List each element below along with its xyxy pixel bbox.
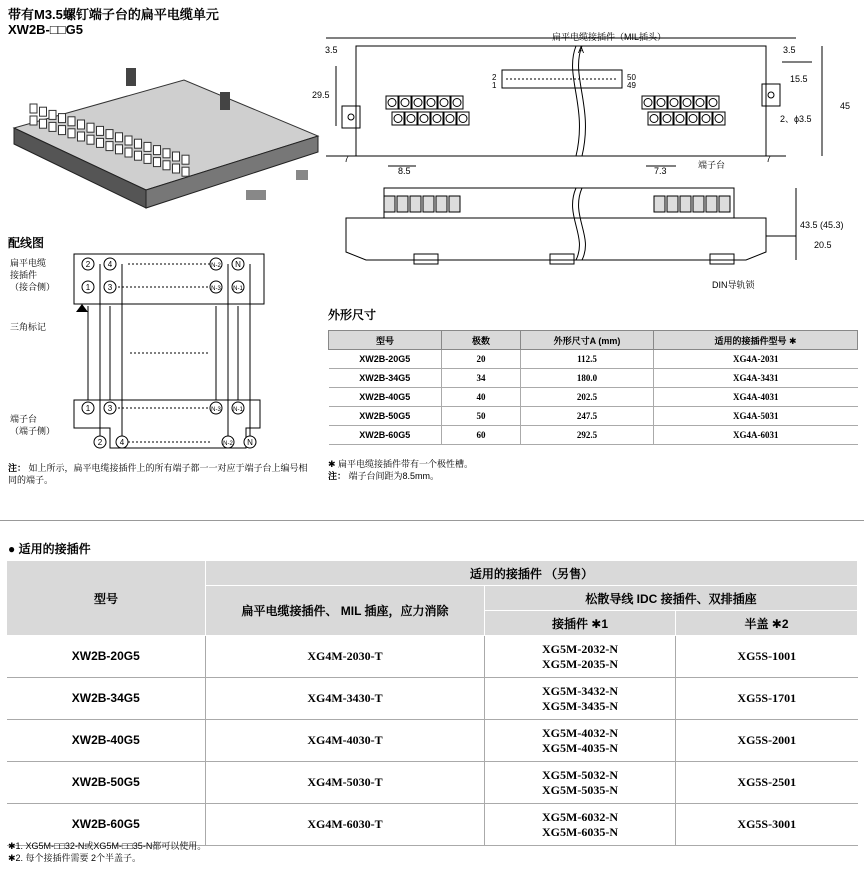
terminal-side	[449, 196, 460, 212]
cell: XG4A-3431	[654, 369, 858, 388]
terminal-screw	[125, 148, 132, 157]
terminal-screw	[116, 145, 123, 154]
pin-label: N-1	[233, 286, 243, 292]
terminal-screw	[125, 136, 132, 145]
dims-table	[328, 330, 858, 445]
pin-label: N	[235, 260, 241, 269]
head-cover: 半盖 ✱2	[676, 611, 858, 636]
cell-flat: XG4M-3430-T	[206, 678, 485, 720]
dim-7-right: 7	[766, 154, 772, 164]
product-illustration	[6, 40, 324, 220]
cell: XW2B-40G5	[329, 388, 442, 407]
col-dim-a: 外形尺寸A (mm)	[521, 331, 654, 350]
conn-title: ● 适用的接插件	[8, 542, 91, 556]
pin-label: 4	[119, 438, 125, 447]
col-model: 型号	[329, 331, 442, 350]
cell-flat: XG4M-4030-T	[206, 720, 485, 762]
conn-1: XG5M-4032-N	[542, 725, 618, 740]
terminal-screw	[97, 138, 104, 147]
cell: 202.5	[521, 388, 654, 407]
pin-1: 1	[492, 81, 497, 90]
dim-85: 8.5	[398, 166, 411, 176]
terminal-screw	[30, 116, 37, 125]
pin-label: 3	[107, 283, 113, 292]
cell: 112.5	[521, 350, 654, 369]
terminal-side	[706, 196, 717, 212]
cell: XG4A-4031	[654, 388, 858, 407]
terminal-screw	[163, 161, 170, 170]
dim-7-left: 7	[344, 154, 350, 164]
top-row1	[82, 258, 244, 270]
cell: 247.5	[521, 407, 654, 426]
head-flat: 扁平电缆接插件、 MIL 插座，应力消除	[206, 586, 485, 636]
label-din-lock: DIN导轨锁	[712, 280, 755, 290]
conn-1: XG5M-6032-N	[542, 809, 618, 824]
triangle-mark	[76, 304, 88, 312]
head-idc: 松散导线 IDC 接插件、双排插座	[485, 586, 858, 611]
terminal-screw	[87, 135, 94, 144]
col-connector: 适用的接插件型号 ✱	[654, 331, 858, 350]
table-row	[7, 762, 858, 804]
cell: 20	[442, 350, 521, 369]
conn-2: XG5M-4035-N	[542, 740, 618, 755]
cell: 60	[442, 426, 521, 445]
cell-conn	[485, 678, 676, 720]
note-text: 端子台间距为8.5mm。	[348, 471, 440, 481]
label-triangle: 三角标记	[10, 322, 47, 332]
label-block: 端子台	[10, 414, 38, 424]
table-row	[329, 407, 858, 426]
terminal-side	[410, 196, 421, 212]
cell-flat: XG4M-2030-T	[206, 636, 485, 678]
terminal-screw	[68, 117, 75, 126]
dim-435: 43.5 (45.3)	[800, 220, 844, 230]
terminal-screw	[68, 129, 75, 138]
cell-cover: XG5S-2501	[676, 762, 858, 804]
terminal-screw	[135, 139, 142, 148]
cell-conn	[485, 762, 676, 804]
cell-cover: XG5S-1001	[676, 636, 858, 678]
conn-2: XG5M-6035-N	[542, 824, 618, 839]
pin-49: 49	[627, 81, 636, 90]
dim-205: 20.5	[814, 240, 832, 250]
head-model: 型号	[7, 561, 206, 636]
label-cable: 扁平电缆	[10, 258, 47, 268]
terminal-screw	[135, 151, 142, 160]
cell: 50	[442, 407, 521, 426]
terminal-side	[654, 196, 665, 212]
terminal-side	[384, 196, 395, 212]
dim-45: 45	[840, 101, 851, 111]
pin-label: N-3	[211, 407, 221, 413]
terminal-screw	[87, 123, 94, 132]
cell-conn	[485, 720, 676, 762]
cell: XW2B-34G5	[329, 369, 442, 388]
conn-2: XG5M-5035-N	[542, 782, 618, 797]
dims-header-row	[329, 331, 858, 350]
divider	[0, 520, 864, 521]
terminal-screw	[144, 142, 151, 151]
terminal-screw	[106, 130, 113, 139]
terminal-screw	[182, 155, 189, 164]
dim-73: 7.3	[654, 166, 667, 176]
terminal-side	[667, 196, 678, 212]
page-title: 带有M3.5螺钉端子台的扁平电缆单元	[8, 7, 219, 22]
cell-model: XW2B-50G5	[7, 762, 206, 804]
table-row	[329, 388, 858, 407]
cell-cover: XG5S-1701	[676, 678, 858, 720]
cell: 40	[442, 388, 521, 407]
conn-1: XG5M-5032-N	[542, 767, 618, 782]
table-row	[7, 636, 858, 678]
note-text: 如上所示，扁平电缆接插件上的所有端子都一一对应于端子台上编号相同的端子。	[8, 463, 308, 485]
footnote-1: ✱1. XG5M-□□32-N或XG5M-□□35-N都可以使用。	[8, 841, 207, 851]
cell-model: XW2B-20G5	[7, 636, 206, 678]
pin-label: N-2	[223, 441, 233, 447]
label-cable-2: 接插件	[10, 270, 38, 280]
terminal-screw	[173, 152, 180, 161]
terminal-screw	[182, 167, 189, 176]
dim-a: A	[578, 45, 585, 55]
cell-model: XW2B-34G5	[7, 678, 206, 720]
model-code: XW2B-□□G5	[8, 22, 83, 37]
cell-model: XW2B-40G5	[7, 720, 206, 762]
dim-155: 15.5	[790, 74, 808, 84]
terminal-screw	[78, 132, 85, 141]
terminal-screw	[106, 142, 113, 151]
pin-label: 1	[85, 404, 91, 413]
cell-flat: XG4M-5030-T	[206, 762, 485, 804]
conn-2: XG5M-2035-N	[542, 656, 618, 671]
terminal-side	[436, 196, 447, 212]
table-row	[329, 426, 858, 445]
terminal-side	[693, 196, 704, 212]
terminal-screw	[59, 114, 66, 123]
terminal-screw	[78, 120, 85, 129]
cell: 34	[442, 369, 521, 388]
dim-35-left: 3.5	[325, 45, 338, 55]
terminal-side	[680, 196, 691, 212]
pin-label: N	[247, 438, 253, 447]
bot-row2	[94, 436, 256, 448]
table-row	[329, 369, 858, 388]
cell: XW2B-20G5	[329, 350, 442, 369]
pin-50: 50	[627, 73, 636, 82]
dims-note-1: ✱ 扁平电缆接插件带有一个极性槽。	[328, 459, 474, 469]
wiring-diagram	[70, 250, 280, 456]
wiring-title: 配线图	[8, 236, 45, 250]
pin-label: 1	[85, 283, 91, 292]
terminal-screw	[49, 122, 56, 131]
dim-295: 29.5	[312, 90, 330, 100]
cell-conn	[485, 636, 676, 678]
table-row	[329, 350, 858, 369]
cell-cover: XG5S-3001	[676, 804, 858, 846]
cell: XG4A-6031	[654, 426, 858, 445]
terminal-screw	[173, 164, 180, 173]
terminal-screw	[163, 149, 170, 158]
terminal-screw	[49, 110, 56, 119]
pin-label: 2	[97, 438, 103, 447]
label-cable-3: （接合侧）	[10, 282, 56, 292]
head-conn: 接插件 ✱1	[485, 611, 676, 636]
conn-2: XG5M-3435-N	[542, 698, 618, 713]
table-row	[7, 720, 858, 762]
pin-2: 2	[492, 73, 497, 82]
pin-label: N-1	[233, 407, 243, 413]
note-label: 注：	[8, 463, 27, 473]
cell: XG4A-2031	[654, 350, 858, 369]
cell: XW2B-60G5	[329, 426, 442, 445]
conn-1: XG5M-2032-N	[542, 641, 618, 656]
terminal-screw	[116, 133, 123, 142]
cell-flat: XG4M-6030-T	[206, 804, 485, 846]
cell: XG4A-5031	[654, 407, 858, 426]
cell: XW2B-50G5	[329, 407, 442, 426]
dim-hole: 2、ϕ3.5	[780, 114, 812, 124]
dim-35-right: 3.5	[783, 45, 796, 55]
product-body	[14, 68, 318, 208]
head-group: 适用的接插件 （另售）	[206, 561, 858, 586]
terminal-screw	[144, 154, 151, 163]
footnote-2: ✱2. 每个接插件需要 2个半盖子。	[8, 853, 142, 863]
label-block-2: （端子侧）	[10, 426, 56, 436]
cell: 292.5	[521, 426, 654, 445]
terminal-side	[423, 196, 434, 212]
terminal-screw	[30, 104, 37, 113]
cell-cover: XG5S-2001	[676, 720, 858, 762]
pin-label: N-3	[211, 286, 221, 292]
terminal-screw	[59, 126, 66, 135]
connector-table	[6, 560, 858, 846]
table-row	[7, 678, 858, 720]
pin-label: 4	[107, 260, 113, 269]
label-terminal-block: 端子台	[698, 160, 726, 170]
terminal-side	[719, 196, 730, 212]
cell-conn	[485, 804, 676, 846]
conn-1: XG5M-3432-N	[542, 683, 618, 698]
note-label: 注：	[328, 471, 347, 481]
terminal-screw	[40, 107, 47, 116]
cell: 180.0	[521, 369, 654, 388]
dims-title: 外形尺寸	[328, 308, 377, 322]
terminal-screw	[154, 158, 161, 167]
dimension-drawing	[326, 26, 862, 296]
terminal-screw	[97, 126, 104, 135]
conn-header-row-1	[7, 561, 858, 586]
pin-label: 3	[107, 404, 113, 413]
wiring-note	[8, 462, 308, 486]
cell-model: XW2B-60G5	[7, 804, 206, 846]
terminal-screw	[40, 119, 47, 128]
pin-label: 2	[85, 260, 91, 269]
col-poles: 极数	[442, 331, 521, 350]
terminal-side	[397, 196, 408, 212]
dims-note-2	[328, 470, 439, 482]
terminal-screw	[154, 146, 161, 155]
label-mil-connector: 扁平电缆接插件（MIL插头）	[552, 32, 667, 42]
pin-label: N-2	[211, 263, 221, 269]
